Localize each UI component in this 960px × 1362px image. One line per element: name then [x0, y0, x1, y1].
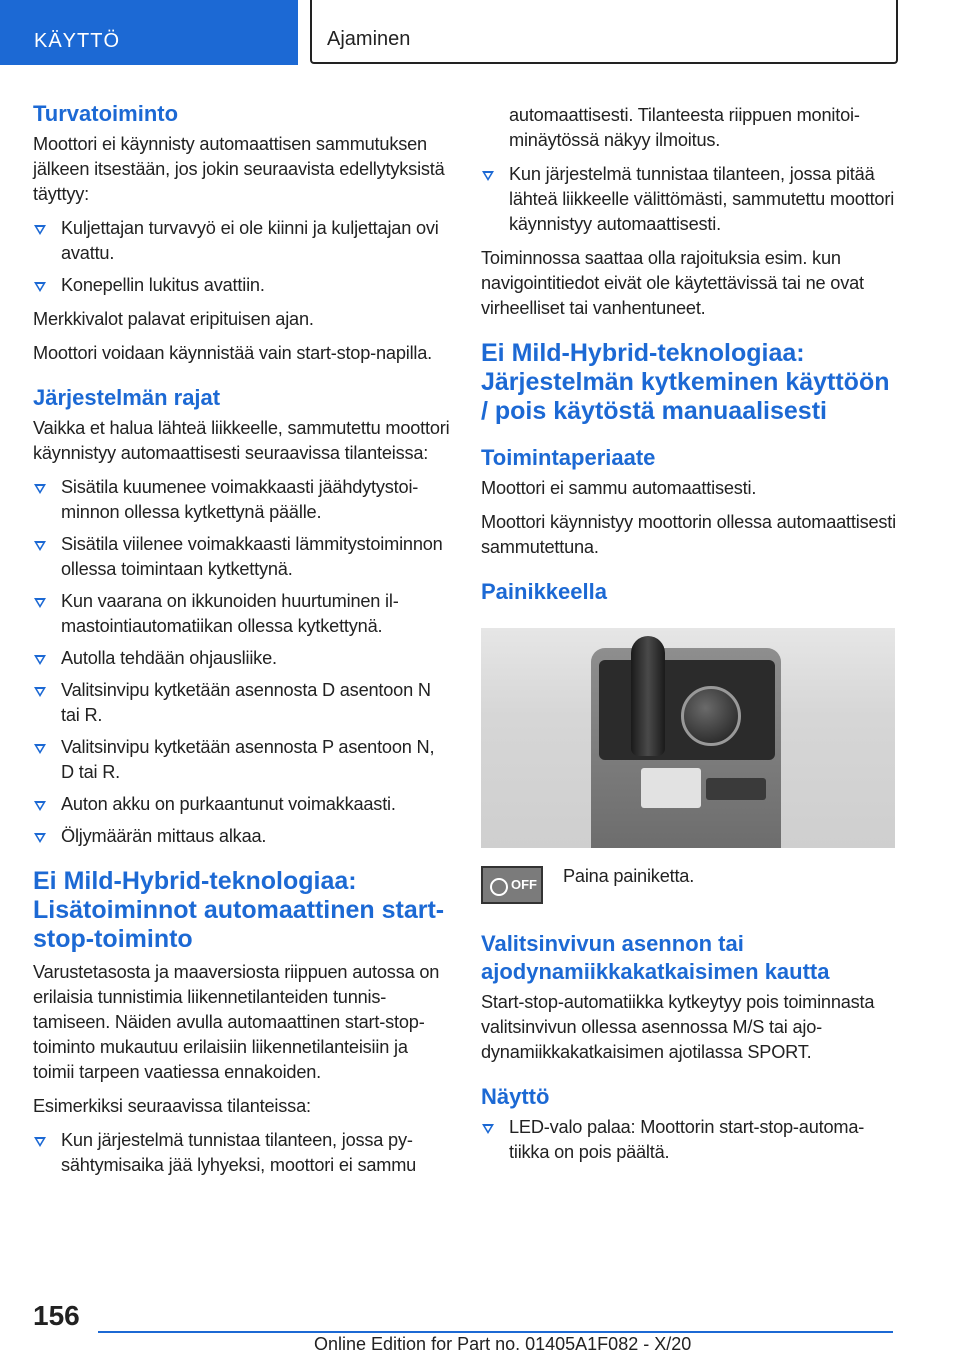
list-item: Kun järjestelmä tunnistaa tilanteen, jossa pitää lähteä liikkeelle välittömästi, sammutettu moottori käynnistyy automaattisesti. [481, 162, 897, 237]
list-turva [33, 216, 451, 298]
list-item: Valitsinvipu kytketään asennosta P asentoon N, D tai R. [33, 735, 451, 785]
heading-painikkeella: Painikkeella [481, 579, 607, 604]
bullet-triangle-icon [34, 541, 46, 551]
heading-valitsinvipu: Valitsinvivun asennon tai ajodynamiikkakatkaisimen kautta [481, 931, 830, 984]
bullet-triangle-icon [34, 833, 46, 843]
heading-lisatoiminnot: Ei Mild-Hybrid-teknologiaa: Lisätoiminnot automaattinen start-stop-toiminto [33, 867, 445, 953]
heading-kytkeminen: Ei Mild-Hybrid-teknologiaa: Järjestelmän kytkeminen käyttöön / pois käytöstä manuaalisesti [481, 339, 890, 425]
bullet-triangle-icon [34, 225, 46, 235]
heading-naytto: Näyttö [481, 1084, 550, 1109]
list-item: Sisätila viilenee voimakkaasti lämmitystoiminnon ollessa toimintaan kytkettynä. [33, 532, 451, 582]
footer-divider [98, 1331, 893, 1333]
paragraph: Moottori ei sammu automaattisesti. [481, 478, 757, 498]
heading-turvatoiminto: Turvatoiminto [33, 101, 179, 126]
paragraph: Moottori ei käynnisty automaattisen sammutuksen jälkeen itsestään, jos jokin seuraavista edellytyksistä täyttyy: [33, 134, 445, 204]
paragraph: Toiminnossa saattaa olla rajoituksia esim. kun navigointitiedot eivät ole käytettävissä tai ne ovat virheelliset tai vanhentuneet. [481, 248, 864, 318]
bullet-triangle-icon [34, 282, 46, 292]
paragraph: Varustetasosta ja maaversiosta riippuen autossa on erilaisia tunnistimia liikennetilanteiden tunnistamiseen. Näiden avulla automaattinen start-stop-toiminto mukautuu erilaisiin liikennetilanteisiin ja toimii tarpeen vaatiessa ennakoiden. [33, 962, 440, 1082]
list-item: Autolla tehdään ohjausliike. [33, 646, 451, 671]
controller-knob [681, 686, 741, 746]
tray-area [641, 768, 701, 808]
list-item: Kun vaarana on ikkunoiden huurtuminen ilmastointiautomatiikan ollessa kytkettynä. [33, 589, 451, 639]
right-column [481, 103, 897, 1174]
bullet-triangle-icon [482, 171, 494, 181]
list-naytto [481, 1115, 897, 1165]
button-row [706, 778, 766, 800]
paragraph: Start-stop-automatiikka kytkeytyy pois toiminnasta valitsinvivun ollessa asennossa M/S tai ajodynamiikkakatkaisimen ajotilassa SPORT. [481, 992, 875, 1062]
heading-toimintaperiaate: Toimintaperiaate [481, 445, 656, 470]
paragraph: Moottori käynnistyy moottorin ollessa automaattisesti sammutettuna. [481, 512, 896, 557]
bullet-triangle-icon [34, 655, 46, 665]
list-item: LED-valo palaa: Moottorin start-stop-automatiikka on pois päältä. [481, 1115, 897, 1165]
paragraph: Vaikka et halua lähteä liikkeelle, sammutettu moottori käynnistyy automaattisesti seuraavissa tilanteissa: [33, 418, 450, 463]
list-item: Öljymäärän mittaus alkaa. [33, 824, 451, 849]
heading-rajat: Järjestelmän rajat [33, 385, 221, 410]
chapter-box [310, 0, 898, 64]
section-title: KÄYTTÖ [34, 30, 121, 52]
bullet-triangle-icon [482, 1124, 494, 1134]
list-rajat [33, 475, 451, 849]
footer-edition: Online Edition for Part no. 01405A1F082 - X/20 [314, 1334, 692, 1354]
gear-selector-lever [631, 636, 665, 756]
page-number: 156 [33, 1300, 80, 1331]
auto-start-stop-off-icon: OFF [481, 866, 543, 904]
section-tab [0, 0, 298, 65]
list-item: Auton akku on purkaantunut voimakkaasti. [33, 792, 451, 817]
left-column [33, 100, 451, 1187]
center-console-photo [481, 628, 895, 848]
bullet-triangle-icon [34, 687, 46, 697]
list-item: Konepellin lukitus avattiin. [33, 273, 451, 298]
list-item: Kuljettajan turvavyö ei ole kiinni ja kuljettajan ovi avattu. [33, 216, 451, 266]
bullet-triangle-icon [34, 484, 46, 494]
bullet-triangle-icon [34, 801, 46, 811]
list-esim [33, 1128, 451, 1178]
bullet-triangle-icon [34, 1137, 46, 1147]
list-cont [481, 162, 897, 237]
list-item: Sisätila kuumenee voimakkaasti jäähdytystoiminnon ollessa kytkettynä päälle. [33, 475, 451, 525]
paragraph: Merkkivalot palavat eripituisen ajan. [33, 309, 314, 329]
bullet-triangle-icon [34, 598, 46, 608]
list-item-continuation: automaattisesti. Tilanteesta riippuen monitoiminäytössä näkyy ilmoitus. [509, 105, 860, 150]
bullet-triangle-icon [34, 744, 46, 754]
button-instruction [481, 864, 897, 908]
list-item: Valitsinvipu kytketään asennosta D asentoon N tai R. [33, 678, 451, 728]
chapter-title: Ajaminen [327, 28, 411, 50]
list-item: Kun järjestelmä tunnistaa tilanteen, jossa pysähtymisaika jää lyhyeksi, moottori ei sammu [33, 1128, 451, 1178]
paragraph: Esimerkiksi seuraavissa tilanteissa: [33, 1096, 311, 1116]
paragraph: Moottori voidaan käynnistää vain start-stop-napilla. [33, 343, 433, 363]
paragraph: Paina painiketta. [563, 866, 695, 886]
